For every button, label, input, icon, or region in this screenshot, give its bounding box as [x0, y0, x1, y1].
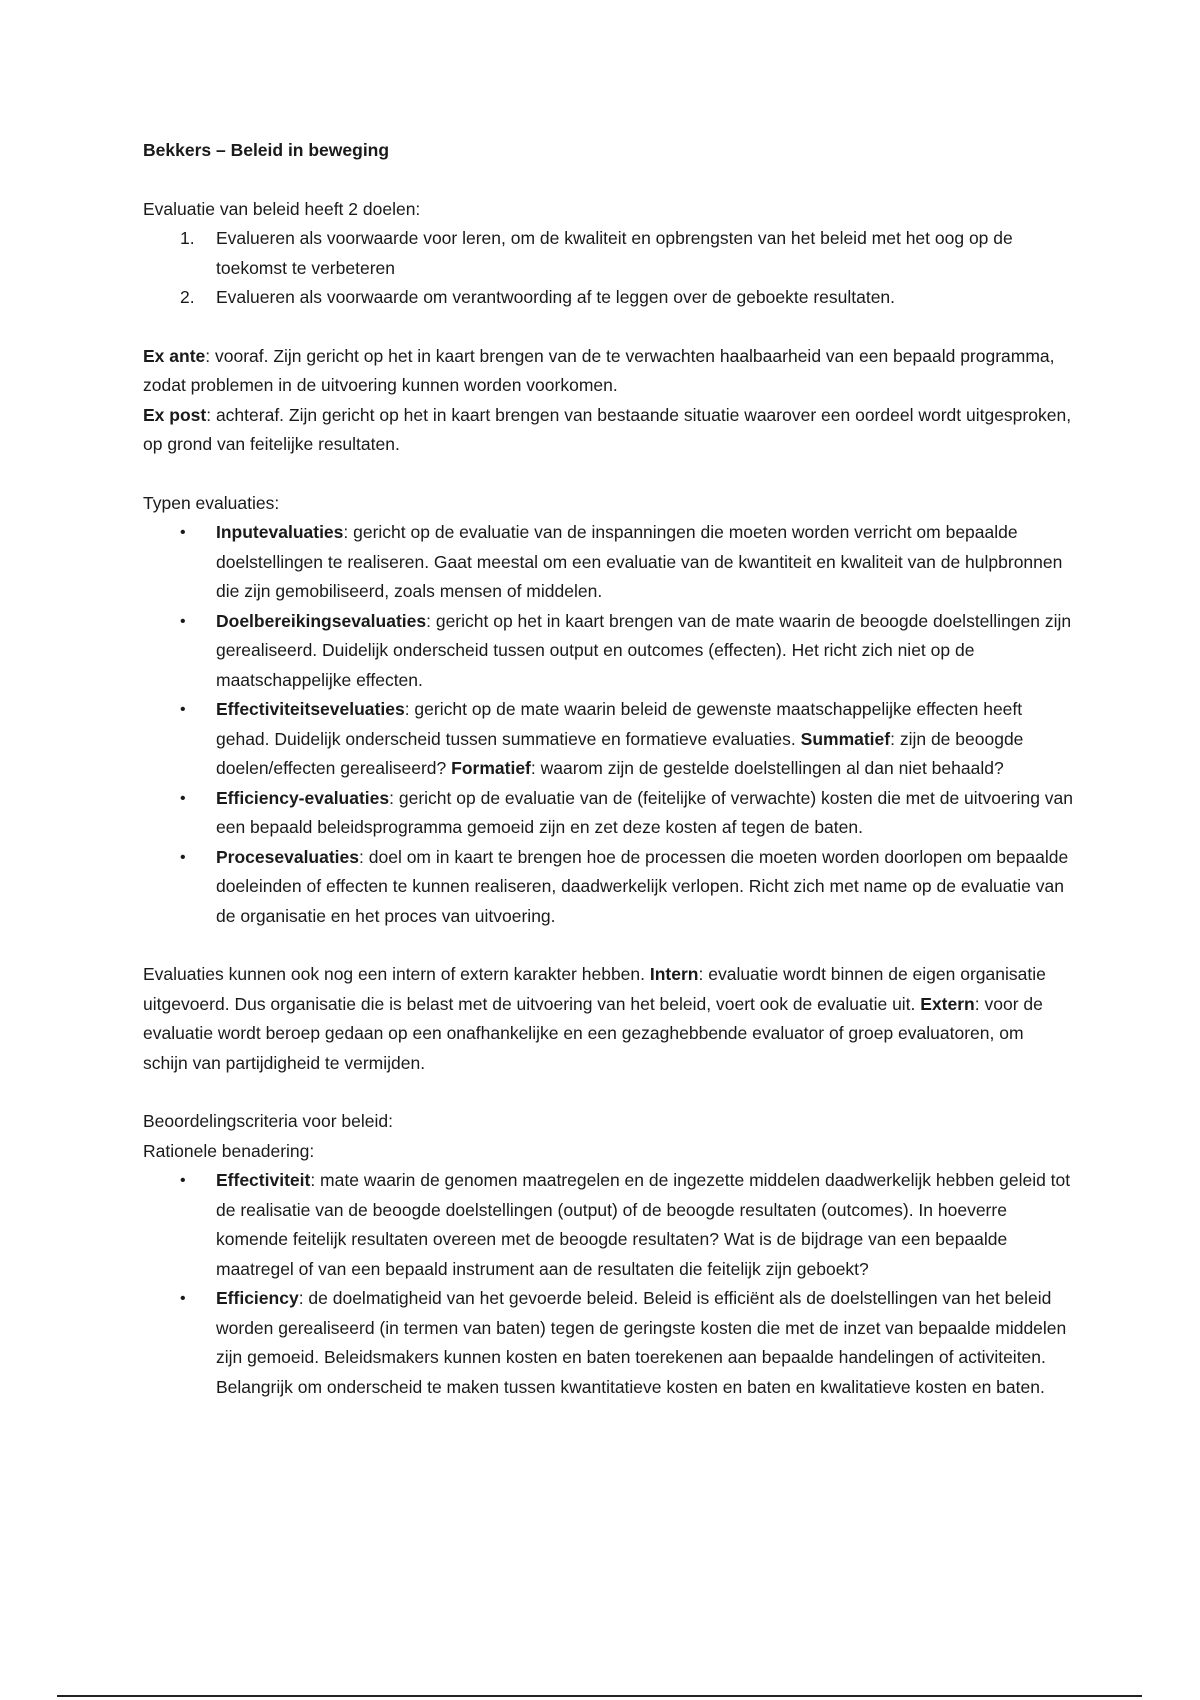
bullet-icon: •	[180, 848, 186, 866]
intro-text: Evaluatie van beleid heeft 2 doelen:	[143, 198, 421, 219]
list-item	[143, 784, 1073, 843]
paragraph-text: : evaluatie wordt binnen de eigen organisatie uitgevoerd. Dus organisatie die is belast met de uitvoering van het beleid, voert ook de evaluatie uit.	[143, 964, 1046, 1014]
list-item	[143, 1166, 1073, 1284]
paragraph-text: Evaluaties kunnen ook nog een intern of extern karakter hebben.	[143, 964, 650, 984]
list-item-text: : waarom zijn de gestelde doelstellingen al dan niet behaald?	[530, 758, 1004, 778]
bullet-icon: •	[180, 1290, 186, 1307]
extern-term: Extern	[920, 993, 975, 1014]
list-term: Procesevaluaties	[216, 846, 360, 867]
list-item	[143, 224, 1073, 283]
bullet-icon: •	[180, 612, 186, 630]
footer-divider	[57, 1695, 1142, 1697]
bullet-icon: •	[180, 701, 186, 718]
bullet-icon: •	[180, 524, 186, 541]
list-term: Summatief	[800, 728, 891, 749]
list-item-text: : gericht op de evaluatie van de inspanningen die moeten worden verricht om bepaalde doelstellingen te realiseren. Gaat meestal om een evaluatie van de kwantiteit en kwaliteit van de hulpbronnen die zijn gemobiliseerd, zoals mensen of middelen.	[216, 522, 1063, 601]
list-term: Inputevaluaties	[216, 522, 344, 542]
list-term: Doelbereikingsevaluaties	[216, 610, 427, 631]
list-item-text: : doel om in kaart te brengen hoe de processen die moeten worden doorlopen om bepaalde doeleinden of effecten te kunnen realiseren, daadwerkelijk verlopen. Richt zich met name op de evaluatie van de organisatie en het proces van uitvoering.	[216, 846, 1069, 926]
ex-ante-text: : vooraf. Zijn gericht op het in kaart brengen van de te verwachten haalbaarheid van een bepaald programma, zodat problemen in de uitvoering kunnen worden voorkomen.	[143, 345, 1055, 395]
list-term: Effectiviteitseveluaties	[216, 699, 405, 719]
ex-post-paragraph	[143, 401, 1073, 460]
intern-term: Intern	[649, 964, 699, 984]
list-item-text: : zijn de beoogde doelen/effecten gerealiseerd?	[216, 728, 1024, 778]
types-list	[143, 518, 1073, 931]
rational-heading: Rationele benadering:	[143, 1140, 315, 1161]
list-term: Formatief	[451, 758, 531, 778]
document-title: Bekkers – Beleid in beweging	[143, 140, 390, 160]
list-item	[143, 843, 1073, 932]
list-term: Efficiency-evaluaties	[216, 787, 390, 808]
goals-list	[143, 224, 1073, 313]
bullet-icon: •	[180, 1172, 186, 1189]
list-item-text: Evalueren als voorwaarde voor leren, om de kwaliteit en opbrengsten van het beleid met het oog op de toekomst te verbeteren	[216, 228, 1013, 278]
paragraph-text: : voor de evaluatie wordt beroep gedaan op een onafhankelijke en een gezaghebbende evaluator of groep evaluatoren, om schijn van partijdigheid te vermijden.	[143, 993, 1043, 1073]
list-item	[143, 607, 1073, 696]
list-item-text: : de doelmatigheid van het gevoerde beleid. Beleid is efficiënt als de doelstellingen van het beleid worden gerealiseerd (in termen van baten) tegen de geringste kosten die met de inzet van bepaalde middelen zijn gemoeid. Beleidsmakers kunnen kosten en baten toerekenen aan bepaalde handelingen of activiteiten. Belangrijk om onderscheid te maken tussen kwantitatieve kosten en baten en kwalitatieve kosten en baten.	[216, 1288, 1067, 1397]
list-item-text: : gericht op de mate waarin beleid de gewenste maatschappelijke effecten heeft gehad. Duidelijk onderscheid tussen summatieve en formatieve evaluaties.	[216, 699, 1023, 749]
list-item-text: Evalueren als voorwaarde om verantwoording af te leggen over de geboekte resultaten.	[216, 287, 896, 307]
ex-post-text: : achteraf. Zijn gericht op het in kaart brengen van bestaande situatie waarover een oordeel wordt uitgesproken, op grond van feitelijke resultaten.	[143, 404, 1072, 454]
ex-ante-paragraph	[143, 342, 1073, 401]
criteria-heading: Beoordelingscriteria voor beleid:	[143, 1111, 393, 1131]
criteria-list	[143, 1166, 1073, 1402]
list-term: Efficiency	[216, 1288, 299, 1308]
list-term: Effectiviteit	[216, 1170, 311, 1190]
list-item-text: : mate waarin de genomen maatregelen en de ingezette middelen daadwerkelijk hebben geleid tot de realisatie van de beoogde doelstellingen (output) of de beoogde resultaten (outcomes). In hoeverre komende feitelijk resultaten overeen met de beoogde resultaten? Wat is de bijdrage van een bepaalde maatregel of van een bepaald instrument aan de resultaten die feitelijk zijn geboekt?	[216, 1170, 1071, 1279]
list-item	[143, 518, 1073, 607]
list-item	[143, 1284, 1073, 1402]
types-heading: Typen evaluaties:	[143, 492, 280, 513]
document-page	[143, 136, 1073, 1402]
bullet-icon: •	[180, 789, 186, 807]
character-paragraph	[143, 960, 1073, 1078]
list-number: 2.	[180, 287, 195, 307]
list-number: 1.	[180, 228, 195, 248]
list-item	[143, 283, 1073, 313]
list-item-text: : gericht op de evaluatie van de (feitelijke of verwachte) kosten die met de uitvoering van een bepaald beleidsprogramma gemoeid zijn en zet deze kosten af tegen de baten.	[216, 787, 1073, 837]
list-item	[143, 695, 1073, 784]
ex-post-term: Ex post	[143, 404, 207, 425]
ex-ante-term: Ex ante	[143, 345, 206, 366]
list-item-text: : gericht op het in kaart brengen van de mate waarin de beoogde doelstellingen zijn gerealiseerd. Duidelijk onderscheid tussen output en outcomes (effecten). Het richt zich niet op de maatschappelijke effecten.	[216, 610, 1072, 690]
